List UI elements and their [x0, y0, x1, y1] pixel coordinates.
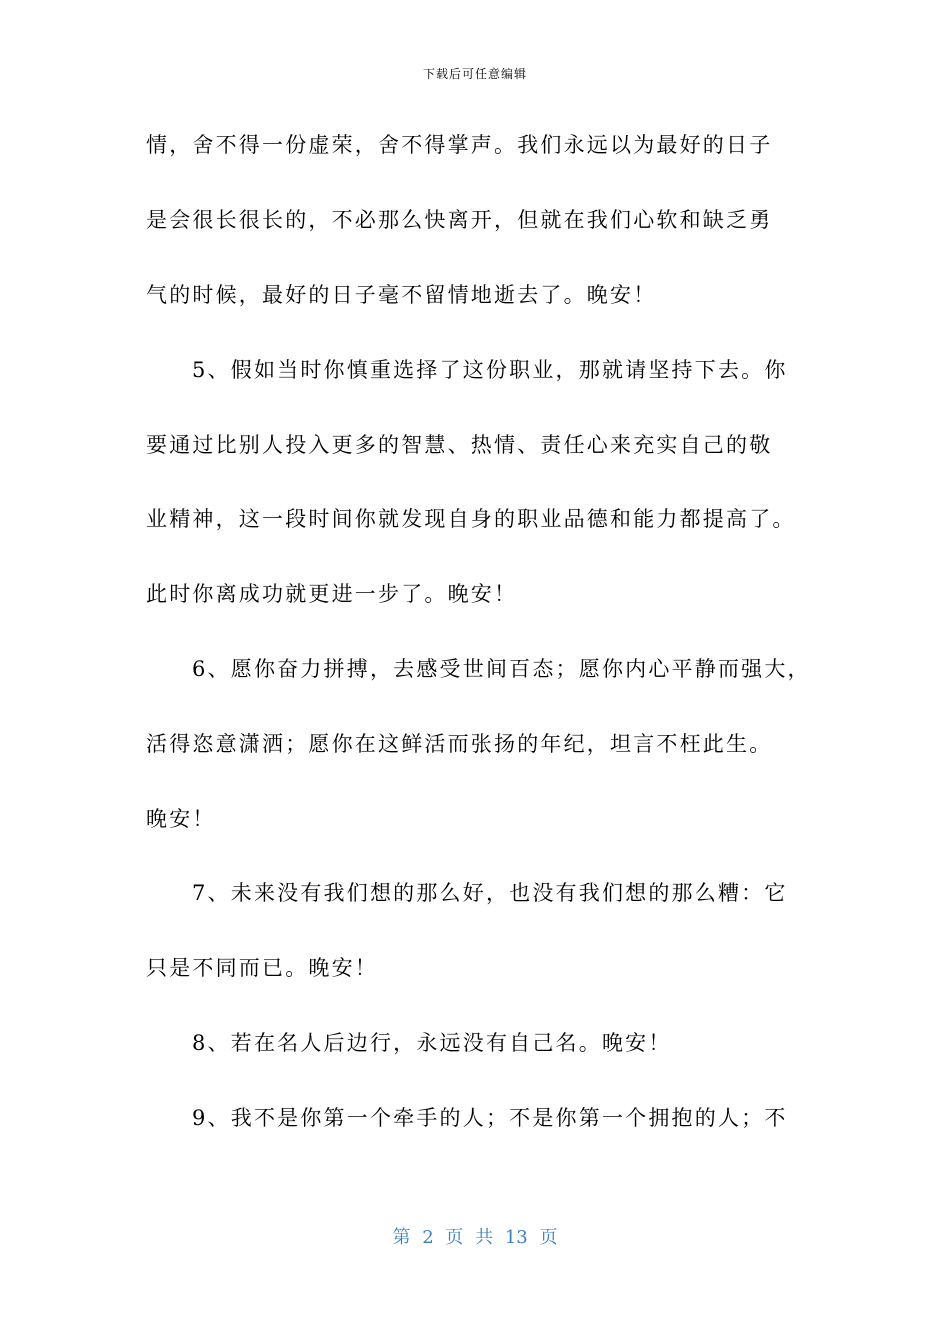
text-line-6: 业精神，这一段时间你就发现自身的职业品德和能力都提高了。 [146, 507, 796, 531]
page-header-note: 下载后可任意编辑 [422, 67, 527, 81]
text-line-2: 是会很长很长的，不必那么快离开，但就在我们心软和缺乏勇 [146, 208, 773, 232]
text-line-5: 要通过比别人投入更多的智慧、热情、责任心来充实自己的敬 [146, 433, 773, 457]
text-line-9: 活得恣意潇洒；愿你在这鲜活而张扬的年纪，坦言不枉此生。 [146, 732, 773, 756]
text-line-11: 7、未来没有我们想的那么好，也没有我们想的那么糟：它 [192, 881, 788, 905]
text-line-8: 6、愿你奋力拼搏，去感受世间百态；愿你内心平静而强大， [192, 657, 811, 681]
text-line-12: 只是不同而已。晚安！ [146, 956, 378, 980]
text-line-1: 情，舍不得一份虚荣，舍不得掌声。我们永远以为最好的日子 [146, 133, 773, 157]
text-line-4: 5、假如当时你慎重选择了这份职业，那就请坚持下去。你 [192, 358, 788, 382]
text-line-10: 晚安！ [146, 807, 216, 831]
text-line-3: 气的时候，最好的日子毫不留情地逝去了。晚安！ [146, 283, 657, 307]
text-line-7: 此时你离成功就更进一步了。晚安！ [146, 582, 518, 606]
text-line-14: 9、我不是你第一个牵手的人；不是你第一个拥抱的人；不 [192, 1106, 788, 1130]
text-line-13: 8、若在名人后边行，永远没有自己名。晚安！ [192, 1031, 672, 1055]
page-number-footer: 第 2 页 共 13 页 [392, 1227, 558, 1248]
